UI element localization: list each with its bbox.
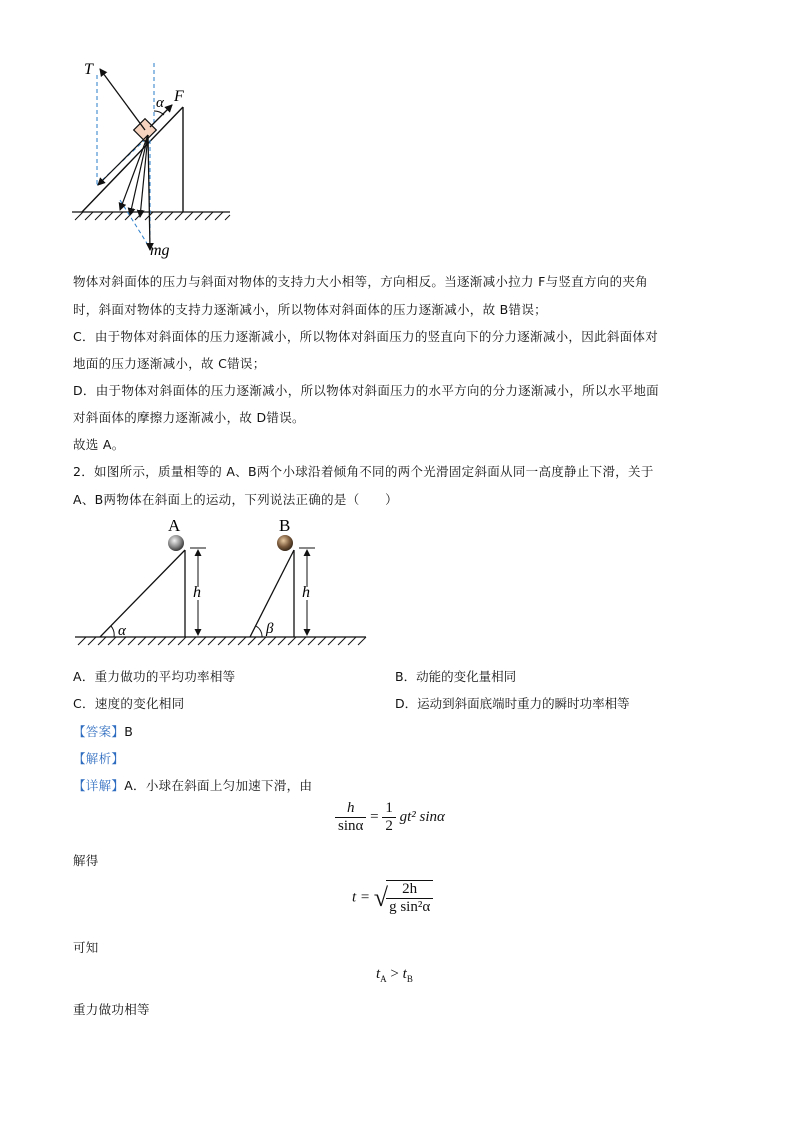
question-2-line-1: 2．如图所示，质量相等的 A、B两个小球沿着倾角不同的两个光滑固定斜面从同一高度静止下滑，关于 [73,464,654,479]
equation-3 [376,966,413,984]
label-gravity: mg [150,242,170,259]
eq3-lhs-sub: A [380,974,387,984]
analysis-label: 【解析】 [73,751,125,766]
option-b: B．动能的变化量相同 [395,669,517,684]
para-line-2: 时，斜面对物体的支持力逐渐减小，所以物体对斜面体的压力逐渐减小，故 B错误； [73,302,547,317]
eq1-num: h [335,800,366,818]
label-height-b: h [302,584,310,601]
label-height-a: h [193,584,201,601]
equation-1 [335,800,445,835]
question-2-line-2: A、B两物体在斜面上的运动，下列说法正确的是（ ） [73,492,398,507]
eq1-den: sinα [338,818,364,834]
eq2-num: 2h [386,881,433,899]
last-line: 重力做功相等 [73,1002,150,1017]
label-tension: T [84,61,93,78]
answer-value: B [124,724,134,739]
label-angle: α [156,95,164,111]
eq1-eq: = [370,809,379,825]
option-a: A．重力做功的平均功率相等 [73,669,236,684]
option-c-explain-1: C．由于物体对斜面体的压力逐渐减小，所以物体对斜面压力的竖直向下的分力逐渐减小，因此斜面体对 [73,329,659,344]
detail-label: 【详解】 [73,778,125,793]
eq3-rhs-sub: B [406,974,413,984]
label-ball-a: A [168,516,181,535]
eq3-op: > [386,966,403,982]
option-d-explain-2: 对斜面体的摩擦力逐渐减小，故 D错误。 [73,410,305,425]
option-d: D．运动到斜面底端时重力的瞬时功率相等 [395,696,630,711]
label-force: F [174,88,184,105]
analysis-row [73,749,124,767]
eq1-rhs: gt² sinα [399,809,445,825]
eq1-half-num: 1 [382,800,396,818]
label-ball-b: B [279,516,291,535]
para-line-1: 物体对斜面体的压力与斜面对物体的支持力大小相等，方向相反。当逐渐减小拉力 F与竖直方向的夹角 [73,274,648,289]
eq3-lhs: t [376,966,381,982]
eq3-rhs: t [402,966,407,982]
label-angle-beta: β [266,621,274,637]
option-c: C．速度的变化相同 [73,696,185,711]
label-angle-alpha: α [118,623,126,639]
eq2-lhs: t = [352,889,371,906]
answer-label: 【答案】 [73,724,125,739]
inclines-diagram [70,512,380,657]
equation-2: t = √ $\frac{2h}{\text{g sin²α}}$ [352,880,433,916]
eq2-den: g sin²α [389,899,431,915]
option-c-explain-2: 地面的压力逐渐减小，故 C错误； [73,356,266,371]
option-d-explain-1: D．由于物体对斜面体的压力逐渐减小，所以物体对斜面压力的水平方向的分力逐渐减小，所以水平地面 [73,383,659,398]
detail-text: A．小球在斜面上匀加速下滑，由 [124,778,313,793]
detail-row [73,776,312,794]
conclusion: 故选 A。 [73,437,125,452]
eq1-half-den: 2 [385,818,393,834]
answer-row [73,722,133,740]
solve-label: 解得 [73,853,99,868]
force-diagram [60,55,260,270]
know-label: 可知 [73,940,99,955]
